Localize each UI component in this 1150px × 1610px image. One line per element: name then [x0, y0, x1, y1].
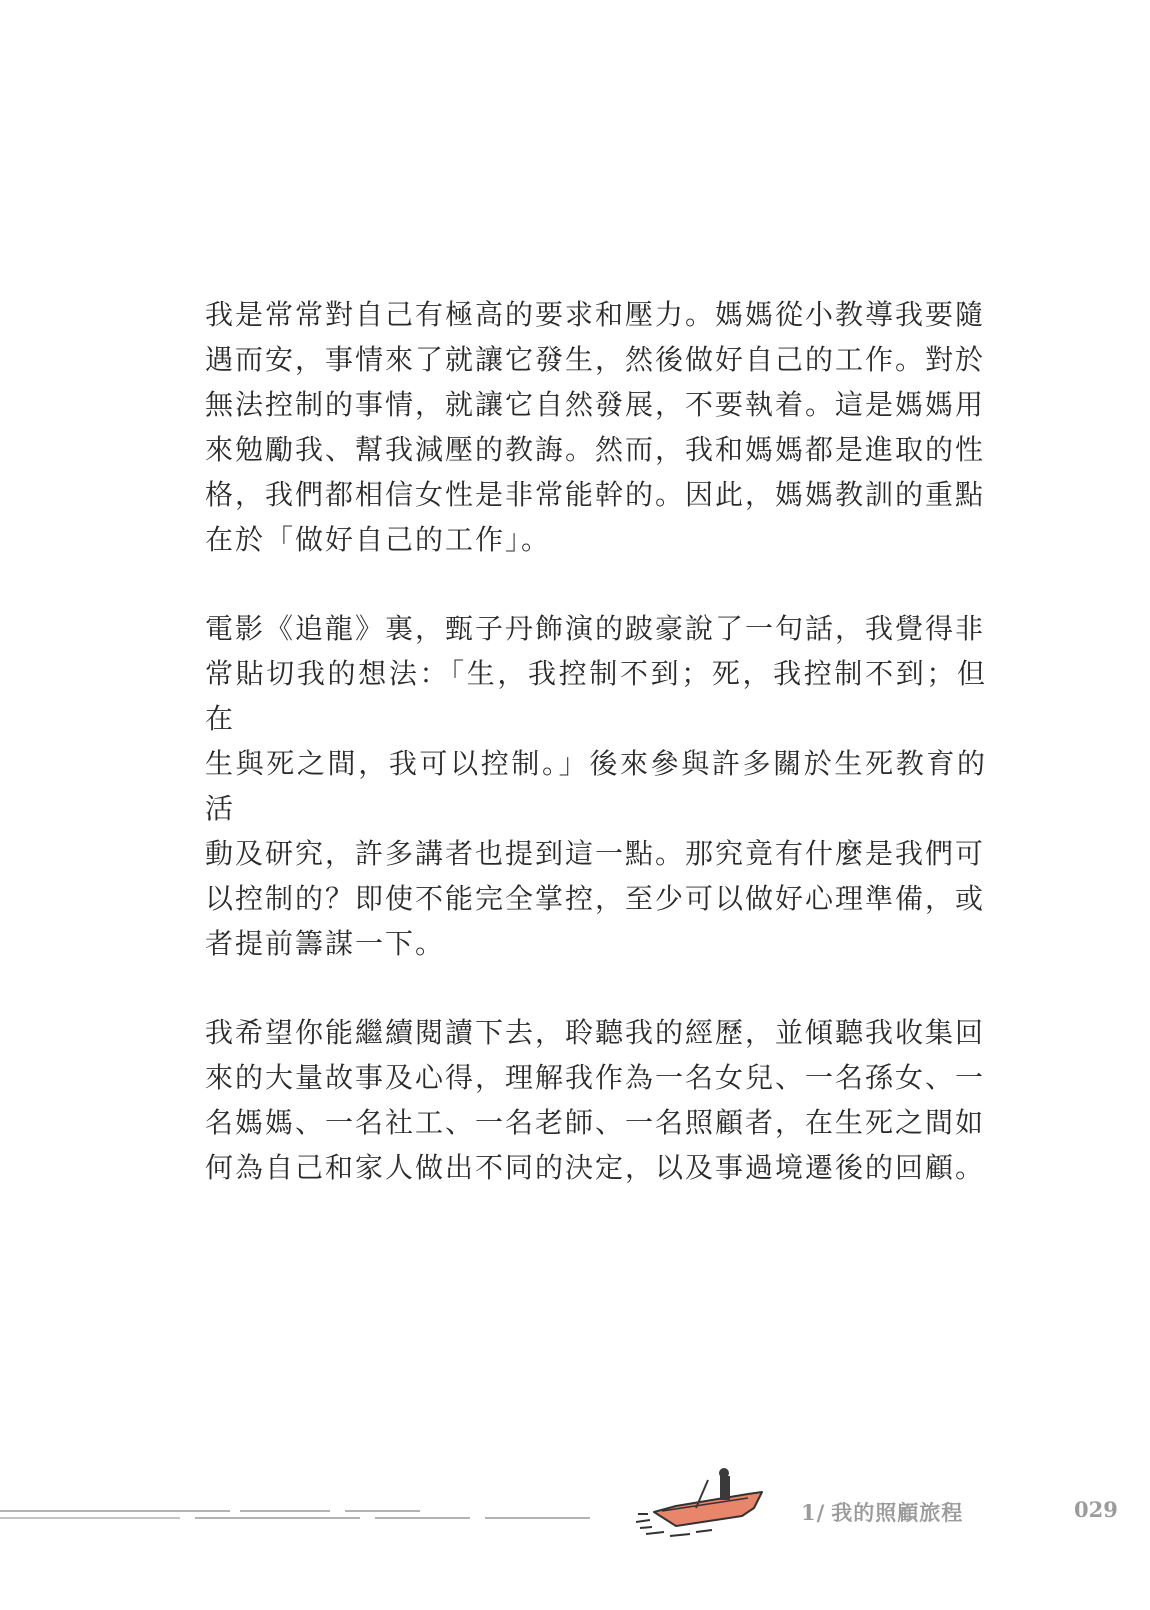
page-number: 029: [1074, 1497, 1118, 1522]
paragraph-2: 電影《追龍》裏，甄子丹飾演的跛豪說了一句話，我覺得非 常貼切我的想法：「生，我控制不到；死，我控制不到；但在 生與死之間，我可以控制。」後來參與許多關於生死教育的活 動及研究，許多講者也提到這一點。那究竟有什麼是我們可 以控制的？即使不能完全掌控，至少可以做好心理準備，或 者提前籌謀一下。: [205, 612, 987, 960]
footer-water-lines: [0, 1505, 600, 1525]
paragraph-1: 我是常常對自己有極高的要求和壓力。媽媽從小教導我要隨 遇而安，事情來了就讓它發生，然後做好自己的工作。對於 無法控制的事情，就讓它自然發展，不要執着。這是媽媽用 來勉勵我、幫我減壓的教誨。然而，我和媽媽都是進取的性 格，我們都相信女性是非常能幹的。因此，媽媽教訓的重點 在於「做好自己的工作」。: [205, 298, 986, 556]
boat-hull: [654, 1492, 762, 1526]
body-text: [205, 292, 987, 1234]
chapter-number: 1/: [801, 1500, 826, 1525]
boatman-body: [720, 1476, 730, 1500]
boatman-head: [719, 1468, 729, 1478]
running-head: [801, 1497, 963, 1527]
paragraph-3: 我希望你能繼續閱讀下去，聆聽我的經歷，並傾聽我收集回 來的大量故事及心得，理解我作為一名女兒、一名孫女、一 名媽媽、一名社工、一名老師、一名照顧者，在生死之間如 何為自己和家人做出不同的決定，以及事過境遷後的回顧。: [205, 1016, 986, 1184]
boat-illustration: [636, 1466, 776, 1542]
chapter-title: 我的照顧旅程: [831, 1500, 964, 1525]
